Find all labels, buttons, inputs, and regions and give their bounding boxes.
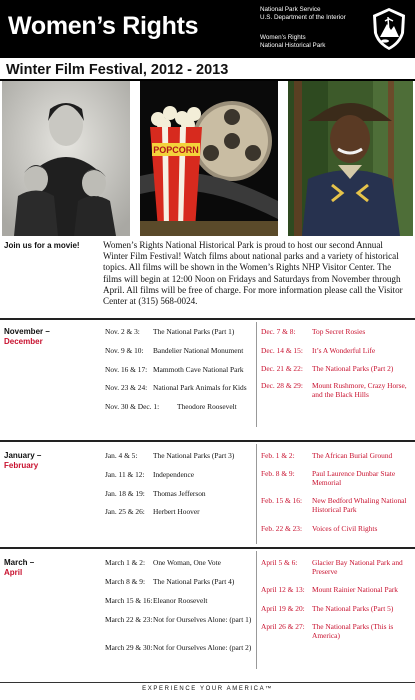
event-date: April 5 & 6: xyxy=(261,558,298,567)
footer-rule xyxy=(0,682,415,683)
film-title: The National Parks (Part 5) xyxy=(312,604,394,613)
event-date: March 22 & 23: xyxy=(105,615,153,624)
event-date: April 12 & 13: xyxy=(261,585,305,594)
film-title: Not for Ourselves Alone: (part 1) xyxy=(153,615,252,624)
film-title: Thomas Jefferson xyxy=(153,489,206,498)
film-title: The African Burial Ground xyxy=(312,451,393,460)
nps-arrowhead-icon xyxy=(371,7,407,51)
film-title: One Woman, One Vote xyxy=(153,558,221,567)
film-title: Bandelier National Monument xyxy=(153,346,244,355)
month-label: November – xyxy=(4,327,50,336)
film-title: Mammoth Cave National Park xyxy=(153,365,244,374)
month-heading xyxy=(4,451,41,471)
film-title: The National Parks (Part 3) xyxy=(153,451,235,460)
event-date: Feb. 1 & 2: xyxy=(261,451,295,460)
family-portrait-photo xyxy=(2,81,130,236)
event-date: April 19 & 20: xyxy=(261,604,305,613)
event-date: March 8 & 9: xyxy=(105,577,146,586)
event-date: Jan. 18 & 19: xyxy=(105,489,145,498)
month-heading xyxy=(4,558,34,578)
header-banner xyxy=(0,0,415,58)
film-title: The National Parks (Part 1) xyxy=(153,327,235,336)
film-title: Top Secret Rosies xyxy=(312,327,366,336)
film-title: Theodore Roosevelt xyxy=(177,402,237,411)
event-date: Nov. 2 & 3: xyxy=(105,327,140,336)
park-name-line1: Women’s Rights xyxy=(260,34,306,41)
month-label: March – xyxy=(4,558,35,567)
event-date: Jan. 4 & 5: xyxy=(105,451,138,460)
month-heading xyxy=(4,327,50,347)
film-title: Herbert Hoover xyxy=(153,507,200,516)
event-date: March 29 & 30: xyxy=(105,643,153,652)
page-title: Women’s Rights xyxy=(8,12,199,40)
event-date: Nov. 9 & 10: xyxy=(105,346,144,355)
film-title: Eleanor Roosevelt xyxy=(153,596,208,605)
film-title: Paul Laurence Dunbar State Memorial xyxy=(312,469,396,488)
agency-name: National Park Service xyxy=(260,6,321,13)
event-date: Dec. 28 & 29: xyxy=(261,381,303,390)
event-date: Dec. 21 & 22: xyxy=(261,364,303,373)
event-date: Jan. 25 & 26: xyxy=(105,507,145,516)
film-title: Mount Rushmore, Crazy Horse, and the Black Hills xyxy=(312,381,407,400)
film-title: Voices of Civil Rights xyxy=(312,524,378,533)
event-date: March 1 & 2: xyxy=(105,558,146,567)
month-label-red: February xyxy=(4,461,39,470)
section-divider xyxy=(0,547,415,549)
month-label: January – xyxy=(4,451,42,460)
film-title: Glacier Bay National Park and Preserve xyxy=(312,558,403,577)
event-date: Dec. 14 & 15: xyxy=(261,346,303,355)
film-title: The National Parks (This is America) xyxy=(312,622,394,641)
popcorn-film-reel-photo xyxy=(140,81,278,236)
event-date: Nov. 16 & 17: xyxy=(105,365,148,374)
film-title: Independence xyxy=(153,470,195,479)
film-title: National Park Animals for Kids xyxy=(153,383,247,392)
event-date: April 26 & 27: xyxy=(261,622,305,631)
film-title: Mount Rainier National Park xyxy=(312,585,399,594)
film-title: New Bedford Whaling National Historical Park xyxy=(312,496,407,515)
film-title: It’s A Wonderful Life xyxy=(312,346,376,355)
film-title: The National Parks (Part 4) xyxy=(153,577,235,586)
event-date: Jan. 11 & 12: xyxy=(105,470,145,479)
film-title: The National Parks (Part 2) xyxy=(312,364,394,373)
event-date: Feb. 8 & 9: xyxy=(261,469,295,478)
intro-paragraph: Women’s Rights National Historical Park is proud to host our second Annual Winter Film Festival! Watch films about national parks and a variety of historical topics. All films will be shown in the Women’s Rights NHP Visitor Center. The films will begin at 12:00 Noon on Fridays and Saturdays from November through April. All films will be free of charge. For more information please call the Visitor Center at (315) 568-0024. xyxy=(103,240,403,307)
event-date: Nov. 30 & Dec. 1: xyxy=(105,402,160,411)
event-date: Feb. 22 & 23: xyxy=(261,524,303,533)
section-divider xyxy=(0,440,415,442)
event-date: Feb. 15 & 16: xyxy=(261,496,303,505)
event-date: Dec. 7 & 8: xyxy=(261,327,296,336)
footer-tagline: EXPERIENCE YOUR AMERICA™ xyxy=(142,686,273,692)
svg-text:POPCORN: POPCORN xyxy=(153,145,199,155)
agency-block xyxy=(260,6,346,22)
month-label-red: April xyxy=(4,568,23,577)
join-caption: Join us for a movie! xyxy=(4,241,80,250)
park-name-line2: National Historical Park xyxy=(260,42,326,49)
park-block xyxy=(260,34,325,50)
section-divider xyxy=(0,318,415,320)
month-label-red: December xyxy=(4,337,43,346)
event-date: Nov. 23 & 24: xyxy=(105,383,148,392)
buffalo-soldier-photo xyxy=(288,81,413,236)
film-title: Not for Ourselves Alone: (part 2) xyxy=(153,643,252,652)
department-name: U.S. Department of the Interior xyxy=(260,14,346,21)
festival-title: Winter Film Festival, 2012 - 2013 xyxy=(6,62,229,78)
event-date: March 15 & 16: xyxy=(105,596,153,605)
